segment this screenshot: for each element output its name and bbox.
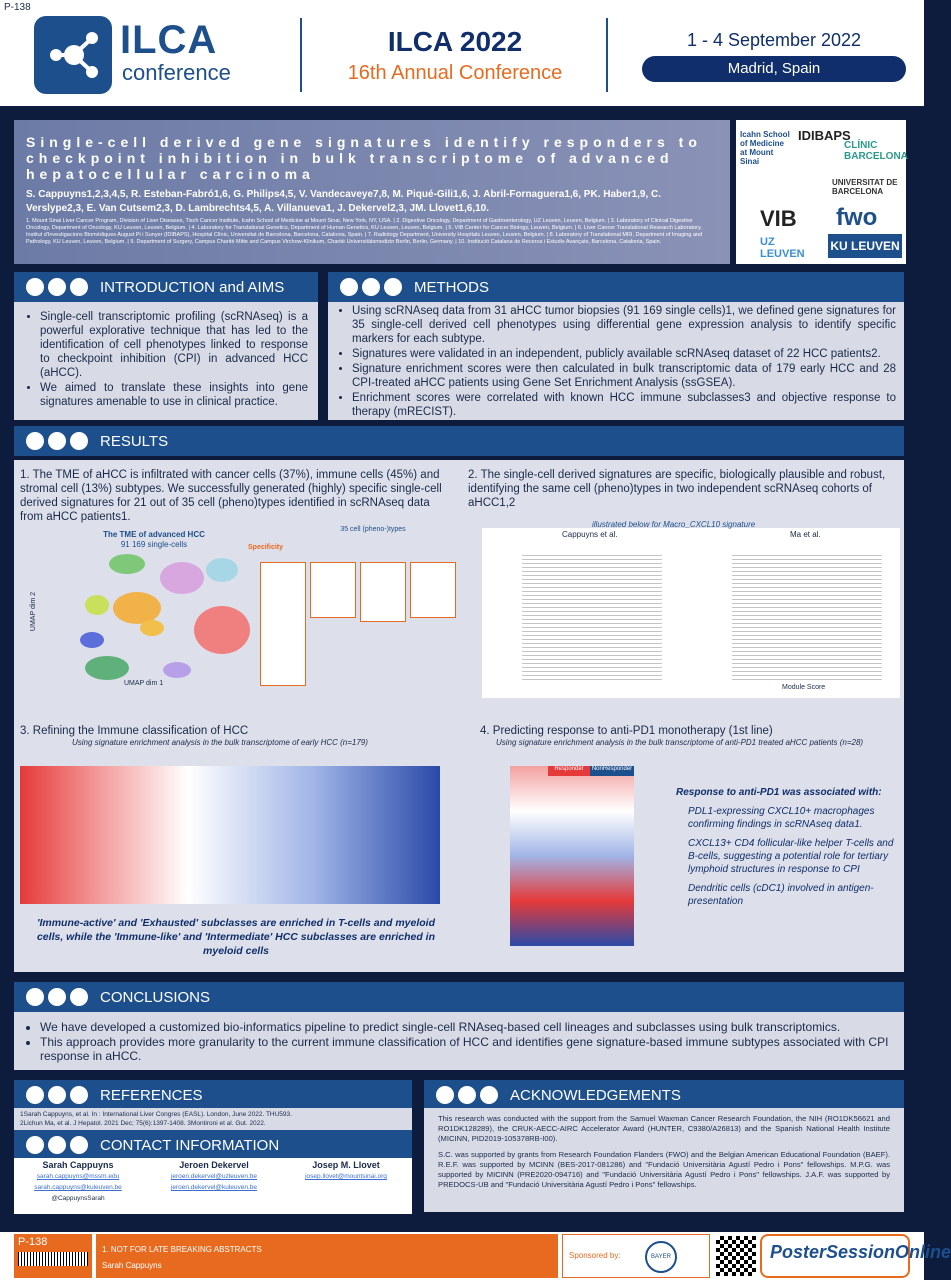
qr-code-icon[interactable] xyxy=(716,1236,756,1276)
methods-bullet: • Enrichment scores were correlated with known HCC immune subclasses3 and objective response to therapy (mRECIST). xyxy=(352,391,896,419)
umap-title: The TME of advanced HCC xyxy=(103,530,205,539)
intro-header xyxy=(14,272,318,302)
nonresponder-label: NonResponder xyxy=(590,766,634,776)
methods-panel xyxy=(328,302,904,420)
contact-email-link[interactable]: jeroen.dekervel@kuleuven.be xyxy=(170,1184,258,1191)
conference-title: ILCA 2022 xyxy=(387,26,523,57)
boxplot-left-label: Cappuyns et al. xyxy=(562,530,618,539)
boxplot-x-label: Module Score xyxy=(782,684,826,691)
spec-col-medium xyxy=(360,562,406,622)
dots-icon xyxy=(26,1136,88,1154)
footer xyxy=(0,1232,951,1280)
dots-icon xyxy=(26,988,88,1006)
divider xyxy=(606,18,608,92)
footer-poster-id xyxy=(14,1234,92,1278)
umap-plot xyxy=(62,550,252,680)
result-3-title: 3. Refining the Immune classification of HCC xyxy=(20,725,249,737)
umap-x-label: UMAP dim 1 xyxy=(124,680,164,687)
uz-leuven-logo: UZ LEUVEN xyxy=(760,236,805,260)
results-header xyxy=(14,426,904,456)
logo-sub: conference xyxy=(122,60,231,85)
logo-name: ILCA xyxy=(120,18,218,62)
barcode-icon xyxy=(18,1252,88,1266)
result-2-text: 2. The single-cell derived signatures are specific, biologically plausible and robust, identifying the same cell (pheno)types in two independent scRNAseq cohorts of aHCC1,2 xyxy=(468,469,886,509)
intro-bullet: • Single-cell transcriptomic profiling (scRNAseq) is a powerful explorative technique that has led to the identification of cell phenotypes linked to response to checkpoint inhibition (CPI) in advanced HCC (aHCC). xyxy=(40,310,308,380)
references-header xyxy=(14,1080,412,1110)
conference-dates: 1 - 4 September 2022 xyxy=(686,30,862,50)
contact-email-link[interactable]: sarah.cappuyns@mssm.edu xyxy=(36,1173,120,1180)
footer-pid-text: P-138 xyxy=(18,1236,48,1248)
fwo-logo: fwo xyxy=(836,204,878,231)
umap-subtitle: 91 169 single-cells xyxy=(120,540,188,549)
contact-email-link[interactable]: jeroen.dekervel@uzleuven.be xyxy=(170,1173,258,1180)
spec-col-low xyxy=(410,562,456,618)
methods-header xyxy=(328,272,904,302)
ub-logo: UNIVERSITAT DE BARCELONA xyxy=(832,178,898,196)
umap-y-label: UMAP dim 2 xyxy=(30,591,38,632)
spec-label: Specificity xyxy=(248,544,284,551)
idibaps-logo: IDIBAPS xyxy=(798,128,851,143)
institution-logos xyxy=(736,120,906,264)
bayer-logo: BAYER xyxy=(645,1241,677,1273)
dots-icon xyxy=(436,1086,498,1104)
references-panel xyxy=(14,1108,412,1130)
conclusions-panel xyxy=(14,1012,904,1070)
results-heading: RESULTS xyxy=(100,432,169,450)
conclusion-bullet: • We have developed a customized bio-informatics pipeline to predict single-cell RNAseq-based cell lineages and subclasses using bulk transcriptomics. xyxy=(40,1020,894,1034)
dots-icon xyxy=(26,278,88,296)
divider xyxy=(300,18,302,92)
mount-sinai-logo: Icahn School of Medicine at Mount Sinai xyxy=(740,130,790,166)
contact-handle[interactable]: @CappuynsSarah xyxy=(51,1195,105,1202)
ack-paragraph: This research was conducted with the support from the Samuel Waxman Cancer Research Foundation, the NIH (RO1DK56621 and RO1DK128289), the CRUK-AECC-AIRC Accelerator Award (HUNTER, C9380/A26813) and the Spanish National Health Institute (MICINN, PID2019-105378RB-I00). xyxy=(438,1114,890,1143)
dots-icon xyxy=(26,1086,88,1104)
reference-item: 2Lichun Ma, et al. J Hepatol. 2021 Dec; 75(6):1397-1408. 3Montironi et al. Gut. 2022. xyxy=(20,1120,266,1127)
methods-heading: METHODS xyxy=(414,278,489,296)
footer-info xyxy=(96,1234,558,1278)
result-1-text: 1. The TME of aHCC is infiltrated with cancer cells (37%), immune cells (45%) and stromal cell (13%) subtypes. We successfully generated (highly) specific single-cell derived signatures for 21 out of 35 cell (pheno)types identified in scRNAseq data from aHCC patients1. xyxy=(20,469,442,523)
sponsored-by-label: Sponsored by: xyxy=(569,1251,621,1260)
boxplot-figure xyxy=(482,520,900,698)
ack-heading: ACKNOWLEDGEMENTS xyxy=(510,1086,681,1104)
conclusions-heading: CONCLUSIONS xyxy=(100,988,211,1006)
ack-panel xyxy=(424,1108,904,1212)
references-heading: REFERENCES xyxy=(100,1086,203,1104)
result-4-findings xyxy=(676,786,896,908)
spec-col-very-high xyxy=(260,562,306,686)
intro-bullet: • We aimed to translate these insights into gene signatures amenable to use in clinical practice. xyxy=(40,381,308,409)
intro-panel xyxy=(14,302,318,420)
poster-title-block xyxy=(14,120,730,264)
postersessiononline-logo[interactable]: PosterSessionOnline xyxy=(760,1234,910,1278)
spec-title: 35 cell (pheno-)types xyxy=(340,526,406,533)
responder-label: Responder xyxy=(548,766,590,776)
conclusions-header xyxy=(14,982,904,1012)
affiliations: 1. Mount Sinai Liver Cancer Program, Division of Liver Diseases, Tisch Cancer Institute, Icahn School of Medicine at Mount Sinai, New York, NY, USA. | 2. Digestive Oncology, Department of Gastroenterology, UZ Leuven, Leuven, Belgium. | 3. Laboratory of Clinical Digestive Oncology, Department of Oncology, KU Leuven, Leuven, Belgium. | 4. Laboratory for Translational Genetics, Department of Human Genetics, KU Leuven, Leuven, Belgium. | 5. VIB Center for Cancer Biology, Leuven, Belgium. | 6. Liver Cancer Translational Research Laboratory, Institut d'Investigacions Biomèdiques August Pi i Sunyer (IDIBAPS), Hospital Clínic, Universitat de Barcelona, Barcelona, Catalonia, Spain. | 7. Radiology Department, University Hospitals Leuven, Leuven, Belgium. | 8. Laboratory of Translational MRI, Department of Imaging and Pathology, KU Leuven, Leuven, Belgium. | 9. Department of Surgery, Campus Charité Mitte and Campus Virchow-Klinikum, Charité Universitätsmedizin Berlin, Berlin, Germany. | 10. Institució Catalana de Recerca i Estudis Avançats, Barcelona, Catalonia, Spain. xyxy=(26,218,703,245)
vib-logo: VIB xyxy=(760,206,797,231)
results-panel xyxy=(14,460,904,972)
dots-icon xyxy=(26,432,88,450)
intro-heading: INTRODUCTION and AIMS xyxy=(100,278,285,296)
contact-panel xyxy=(14,1158,412,1214)
result-4-bullet: Dendritic cells (cDC1) involved in antigen-presentation xyxy=(688,883,874,907)
boxplot-title: illustrated below for Macro_CXCL10 signature xyxy=(592,520,756,529)
immune-heatmap xyxy=(20,766,440,904)
contact-heading: CONTACT INFORMATION xyxy=(100,1136,280,1154)
contact-header xyxy=(14,1130,412,1160)
result-4-title: 4. Predicting response to anti-PD1 monotherapy (1st line) xyxy=(480,725,773,737)
contact-name: Jeroen Dekervel xyxy=(179,1160,249,1170)
result-4-bullet: CXCL13+ CD4 follicular-like helper T-cells and B-cells, suggesting a potential role for tertiary lymphoid structures in response to CPI xyxy=(688,838,894,875)
footer-category: 1. NOT FOR LATE BREAKING ABSTRACTS xyxy=(102,1245,262,1254)
contact-name: Josep M. Llovet xyxy=(312,1160,380,1170)
ack-paragraph: S.C. was supported by grants from Research Foundation Flanders (FWO) and the Belgian American Educational Foundation (BAEF). R.E.F. was supported by MCINN (BES-2017-081286) and "Fundació Universitària Agustí Pedro i Pons" fellowships. M.P.G. was supported by MICINN (PRE2020-094716) and "Fundació Universitària Agustí Pedro i Pons" fellowships. J.A.F. was supported by PREDOCS-UB and "Fundació Universitària Agustí Pedro i Pons" fellowships. xyxy=(438,1150,890,1189)
contact-email-link[interactable]: josep.llovet@mountsinai.org xyxy=(305,1173,387,1180)
contact-name: Sarah Cappuyns xyxy=(42,1160,114,1170)
boxplot-right-label: Ma et al. xyxy=(790,530,821,539)
boxplot-left xyxy=(522,552,662,682)
footer-presenter: Sarah Cappuyns xyxy=(102,1261,162,1270)
conference-location: Madrid, Spain xyxy=(642,56,906,82)
ilca-logo-icon xyxy=(34,16,112,94)
umap-figure xyxy=(30,528,254,688)
poster-title: Single-cell derived gene signatures identify responders to checkpoint inhibition in bulk transcriptome of advanced hepatocellular carcinoma xyxy=(26,134,702,182)
result-3-caption: Using signature enrichment analysis in the bulk transcriptome of early HCC (n=179) xyxy=(72,738,368,747)
clinic-logo: CLÍNIC BARCELONA xyxy=(844,140,908,162)
specificity-table xyxy=(248,526,466,690)
result-3-conclusion: 'Immune-active' and 'Exhausted' subclasses are enriched in T-cells and myeloid cells, while the 'Immune-like' and 'Intermediate' HCC subclasses are enriched in myeloid cells xyxy=(36,917,436,957)
result-4-lead: Response to anti-PD1 was associated with: xyxy=(676,787,882,798)
methods-bullet: • Signature enrichment scores were then calculated in bulk transcriptomic data of 179 early HCC and 28 CPI-treated aHCC patients using Gene Set Enrichment Analysis (ssGSEA). xyxy=(352,362,896,390)
response-heatmap xyxy=(510,766,634,946)
methods-bullet: • Signatures were validated in an independent, publicly available scRNAseq dataset of 22 HCC patients2. xyxy=(352,347,896,361)
ku-leuven-logo: KU LEUVEN xyxy=(828,234,902,258)
result-4-bullet: PDL1-expressing CXCL10+ macrophages confirming findings in scRNAseq data1. xyxy=(688,806,875,830)
conference-subtitle: 16th Annual Conference xyxy=(347,62,563,84)
footer-sponsor xyxy=(562,1234,710,1278)
methods-bullet: • Using scRNAseq data from 31 aHCC tumor biopsies (91 169 single cells)1, we defined gene signatures for 35 single-cell derived cell phenotypes using differential gene expression analysis to identify specific markers for each subtype. xyxy=(352,304,896,346)
poster-id: P-138 xyxy=(4,2,31,13)
result-4-caption: Using signature enrichment analysis in the bulk transcriptome of anti-PD1 treated aHCC patients (n=28) xyxy=(496,738,864,747)
conclusion-bullet: • This approach provides more granularity to the current immune classification of HCC and identifies gene signature-based immune subtypes associated with CPI response in aHCC. xyxy=(40,1035,894,1063)
authors: S. Cappuyns1,2,3,4,5, R. Esteban-Fabró1,6, G. Philips4,5, V. Vandecaveye7,8, M. Piqué-Gili1,6, J. Abril-Fornaguera1,6, PK. Haber1,9, C. Verslype2,3, E. Van Cutsem2,3, D. Lambrechts4,5, A. Villanueva1, J. Dekervel2,3, JM. Llovet1,6,10. xyxy=(26,189,662,214)
reference-item: 1Sarah Cappuyns, et al. In : International Liver Congres (EASL). London, June 2022. THU593. xyxy=(20,1111,292,1118)
ack-header xyxy=(424,1080,904,1110)
conference-header xyxy=(0,0,924,106)
spec-col-high xyxy=(310,562,356,618)
boxplot-right xyxy=(732,552,882,682)
dots-icon xyxy=(340,278,402,296)
contact-email-link[interactable]: sarah.cappuyns@kuleuven.be xyxy=(34,1184,122,1191)
